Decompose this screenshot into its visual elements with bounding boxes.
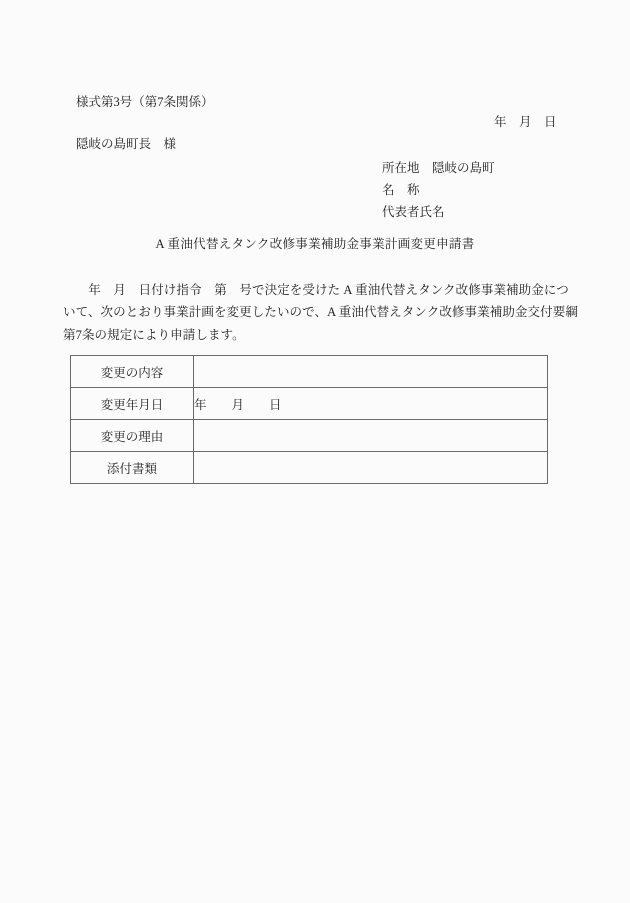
form-number: 様式第3号（第7条関係）: [76, 95, 214, 109]
addressee-line: 隠岐の島町長 様: [76, 137, 177, 151]
table-row: [71, 420, 548, 452]
row-label: 添付書類: [71, 452, 194, 484]
date-line: 年 月 日: [494, 115, 557, 129]
table-row: [71, 356, 548, 388]
paragraph-line: 年 月 日付け指令 第 号で決定を受けた A 重油代替えタンク改修事業補助金につ: [63, 283, 569, 297]
document-title: A 重油代替えタンク改修事業補助金事業計画変更申請書: [155, 237, 475, 251]
row-label: 変更の理由: [71, 420, 194, 452]
body-paragraph: [63, 279, 578, 346]
row-value: [194, 420, 548, 452]
table-row: [71, 388, 548, 420]
sender-name: 名 称: [382, 183, 420, 197]
paragraph-line: いて、次のとおり事業計画を変更したいので、A 重油代替えタンク改修事業補助金交付要綱: [63, 305, 578, 320]
paragraph-line: 第7条の規定により申請します。: [63, 327, 245, 342]
row-value: 年 月 日: [194, 388, 548, 420]
table-row: [71, 452, 548, 484]
row-label: 変更の内容: [71, 356, 194, 388]
change-table: [70, 355, 548, 484]
sender-block: [382, 157, 495, 223]
row-value: [194, 452, 548, 484]
sender-representative: 代表者氏名: [382, 205, 445, 219]
sender-location: 所在地 隠岐の島町: [382, 161, 495, 175]
row-value: [194, 356, 548, 388]
row-label: 変更年月日: [71, 388, 194, 420]
